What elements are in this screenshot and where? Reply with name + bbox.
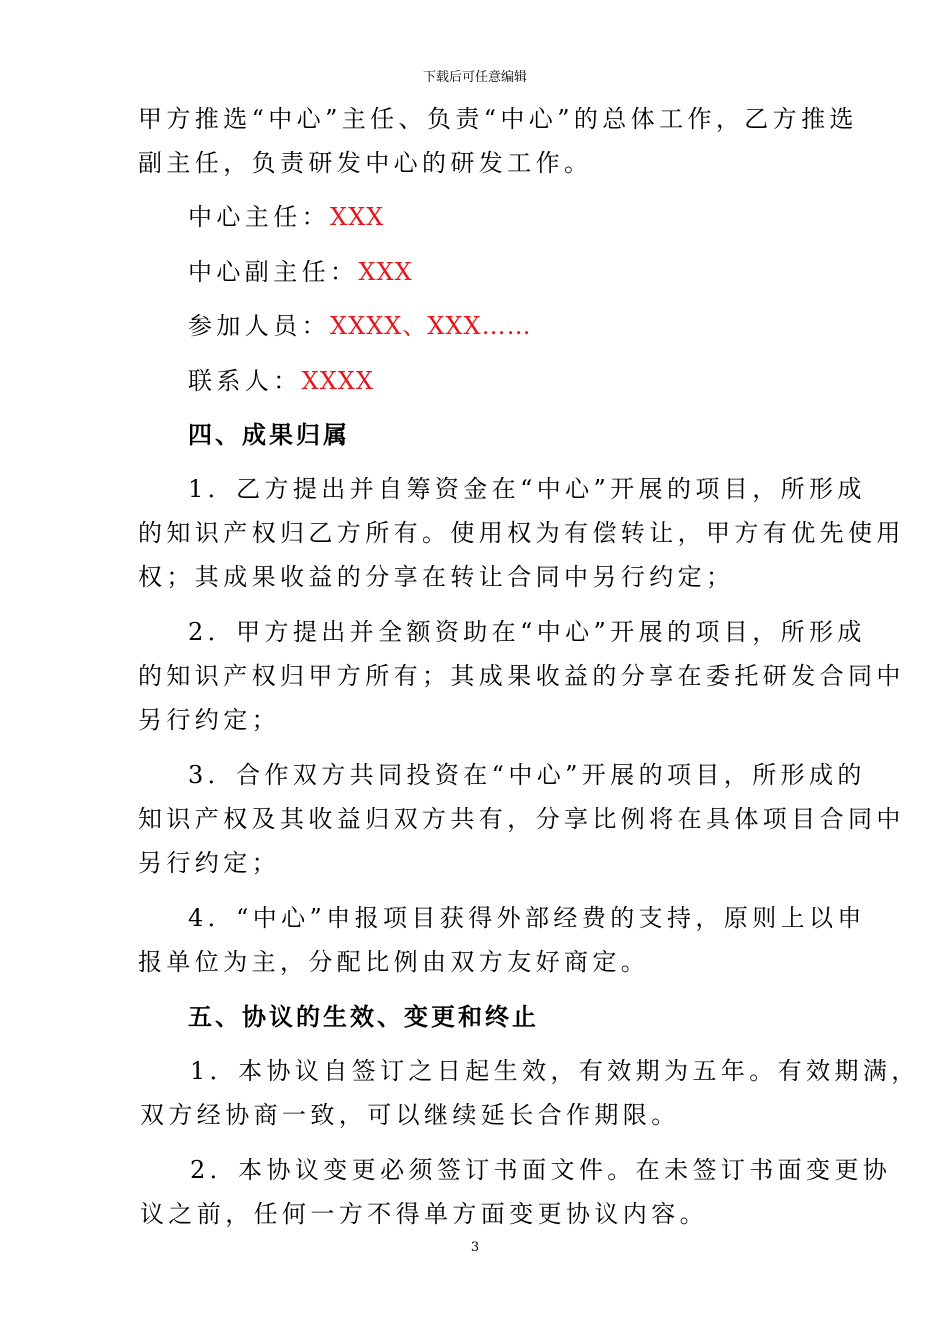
paragraph-line: 2．本协议变更必须签订书面文件。在未签订书面变更协 <box>190 1156 892 1184</box>
paragraph-line: 2．甲方提出并全额资助在“中心”开展的项目，所形成 <box>188 618 866 646</box>
field-contact <box>188 366 908 396</box>
paragraph-line: 的知识产权归乙方所有。使用权为有偿转让，甲方有优先使用 <box>138 519 905 547</box>
body-text: 副主任，负责研发中心的研发工作。 <box>138 149 593 177</box>
paragraph-line: 另行约定； <box>138 706 280 734</box>
field-label: 联系人： <box>188 367 302 395</box>
paragraph-line: 的知识产权归甲方所有；其成果收益的分享在委托研发合同中 <box>138 662 905 690</box>
paragraph-line: 1．本协议自签订之日起生效，有效期为五年。有效期满， <box>190 1057 920 1085</box>
field-label: 中心主任： <box>188 203 330 231</box>
field-director <box>188 202 908 232</box>
page-number: 3 <box>470 1240 480 1255</box>
paragraph-line: 议之前，任何一方不得单方面变更协议内容。 <box>140 1200 708 1228</box>
field-deputy-director <box>188 257 908 287</box>
field-value: XXXX、XXX…… <box>330 312 532 340</box>
field-participants <box>188 311 908 341</box>
field-value: XXXX <box>301 367 374 395</box>
paragraph-line: 报单位为主，分配比例由双方友好商定。 <box>138 948 650 976</box>
paragraph-line: 权；其成果收益的分享在转让合同中另行约定； <box>138 563 735 591</box>
field-label: 参加人员： <box>188 312 330 340</box>
paragraph-line: 另行约定； <box>138 849 280 877</box>
field-value: XXX <box>330 203 385 231</box>
page-header: 下载后可任意编辑 <box>422 70 527 85</box>
paragraph-line: 4．“中心”申报项目获得外部经费的支持，原则上以申 <box>188 904 866 932</box>
section-heading-5: 五、协议的生效、变更和终止 <box>188 1003 539 1031</box>
paragraph-line: 3．合作双方共同投资在“中心”开展的项目，所形成的 <box>188 761 866 789</box>
body-text: 甲方推选“中心”主任、负责“中心”的总体工作，乙方推选 <box>138 105 858 133</box>
paragraph-line: 双方经协商一致，可以继续延长合作期限。 <box>140 1101 680 1129</box>
section-heading-4: 四、成果归属 <box>188 421 350 449</box>
paragraph-line: 1．乙方提出并自筹资金在“中心”开展的项目，所形成 <box>188 475 866 503</box>
paragraph-line: 知识产权及其收益归双方共有，分享比例将在具体项目合同中 <box>138 805 905 833</box>
field-label: 中心副主任： <box>188 258 359 286</box>
field-value: XXX <box>358 258 413 286</box>
